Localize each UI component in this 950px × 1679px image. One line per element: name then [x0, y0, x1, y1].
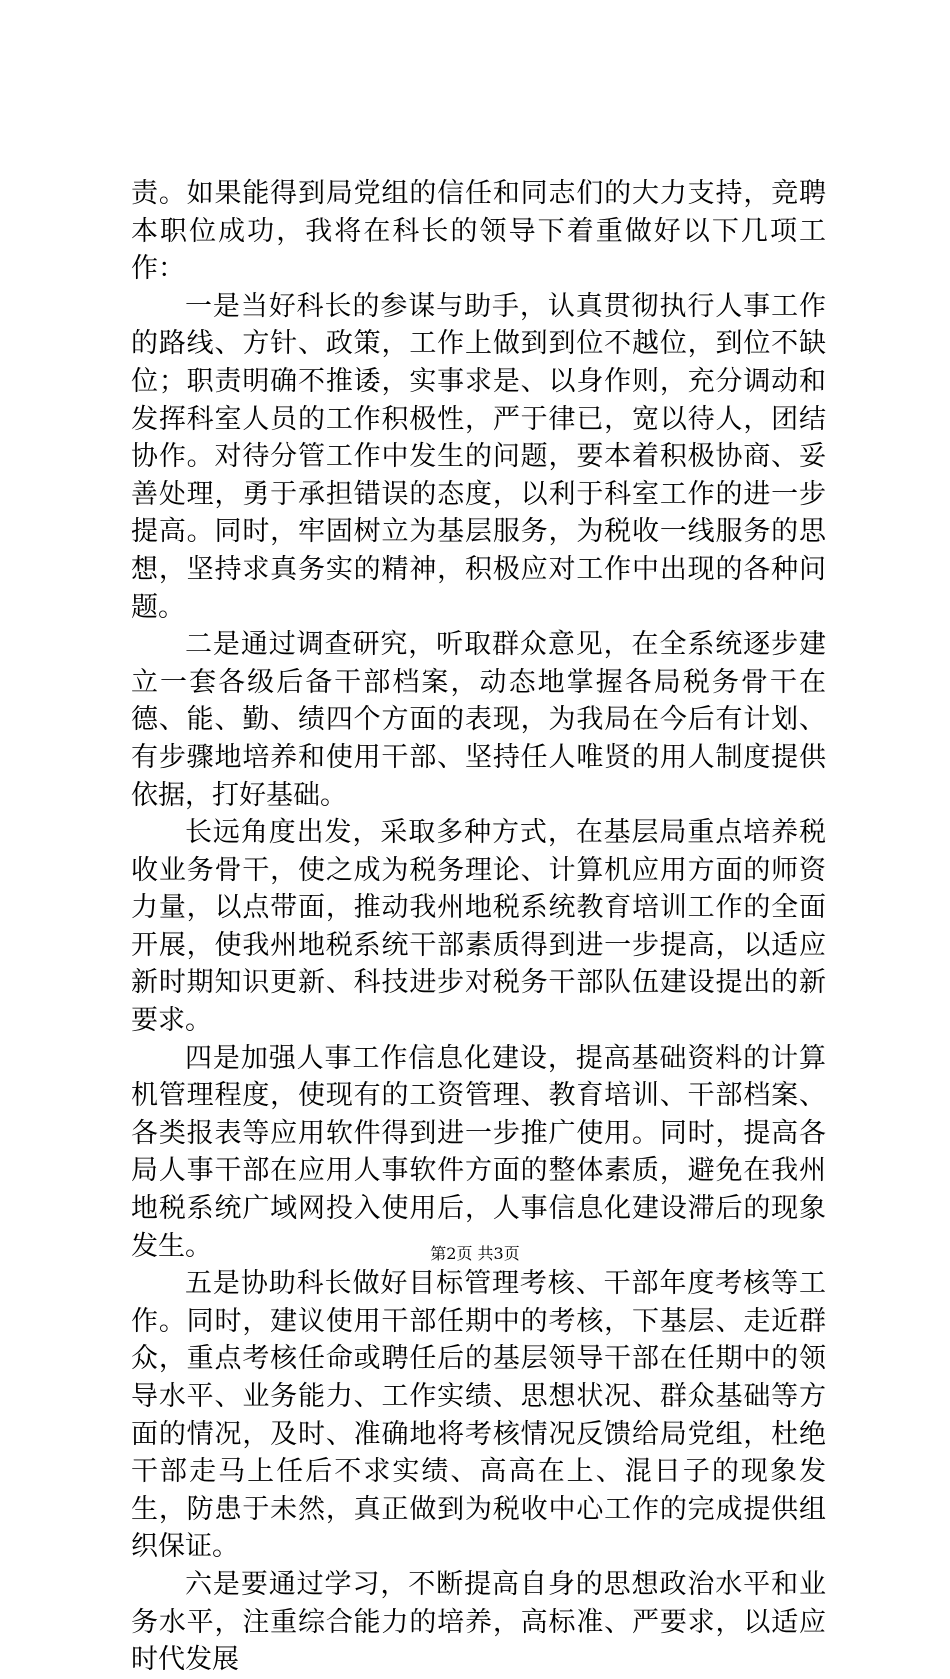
paragraph-3: 长远角度出发，采取多种方式，在基层局重点培养税收业务骨干，使之成为税务理论、计算机应用方面的师资力量，以点带面，推动我州地税系统教育培训工作的全面开展，使我州地税系统干部素质得到进一步提高，以适应新时期知识更新、科技进步对税务干部队伍建设提出的新要求。: [131, 817, 826, 1037]
paragraph-0: 责。如果能得到局党组的信任和同志们的大力支持，竞聘本职位成功，我将在科长的领导下着重做好以下几项工作：: [131, 178, 826, 285]
document-body: [131, 175, 826, 1679]
paragraph-1: 一是当好科长的参谋与助手，认真贯彻执行人事工作的路线、方针、政策，工作上做到到位不越位，到位不缺位；职责明确不推诿，实事求是、以身作则，充分调动和发挥科室人员的工作积极性，严于律已，宽以待人，团结协作。对待分管工作中发生的问题，要本着积极协商、妥善处理，勇于承担错误的态度，以利于科室工作的进一步提高。同时，牢固树立为基层服务，为税收一线服务的思想，坚持求真务实的精神，积极应对工作中出现的各种问题。: [131, 290, 826, 623]
paragraph-5: 五是协助科长做好目标管理考核、干部年度考核等工作。同时，建议使用干部任期中的考核，下基层、走近群众，重点考核任命或聘任后的基层领导干部在任期中的领导水平、业务能力、工作实绩、思想状况、群众基础等方面的情况，及时、准确地将考核情况反馈给局党组，杜绝干部走马上任后不求实绩、高高在上、混日子的现象发生，防患于未然，真正做到为税收中心工作的完成提供组织保证。: [131, 1268, 826, 1563]
paragraph-6: 六是要通过学习，不断提高自身的思想政治水平和业务水平，注重综合能力的培养，高标准、严要求，以适应时代发展: [131, 1568, 826, 1676]
paragraph-4: 四是加强人事工作信息化建设，提高基础资料的计算机管理程度，使现有的工资管理、教育培训、干部档案、各类报表等应用软件得到进一步推广使用。同时，提高各局人事干部在应用人事软件方面的整体素质，避免在我州地税系统广域网投入使用后，人事信息化建设滞后的现象发生。: [131, 1042, 826, 1262]
paragraph-2: 二是通过调查研究，听取群众意见，在全系统逐步建立一套各级后备干部档案，动态地掌握各局税务骨干在德、能、勤、绩四个方面的表现，为我局在今后有计划、有步骤地培养和使用干部、坚持任人唯贤的用人制度提供依据，打好基础。: [131, 629, 826, 811]
page-number-footer: 第2页 共3页: [430, 1244, 520, 1263]
